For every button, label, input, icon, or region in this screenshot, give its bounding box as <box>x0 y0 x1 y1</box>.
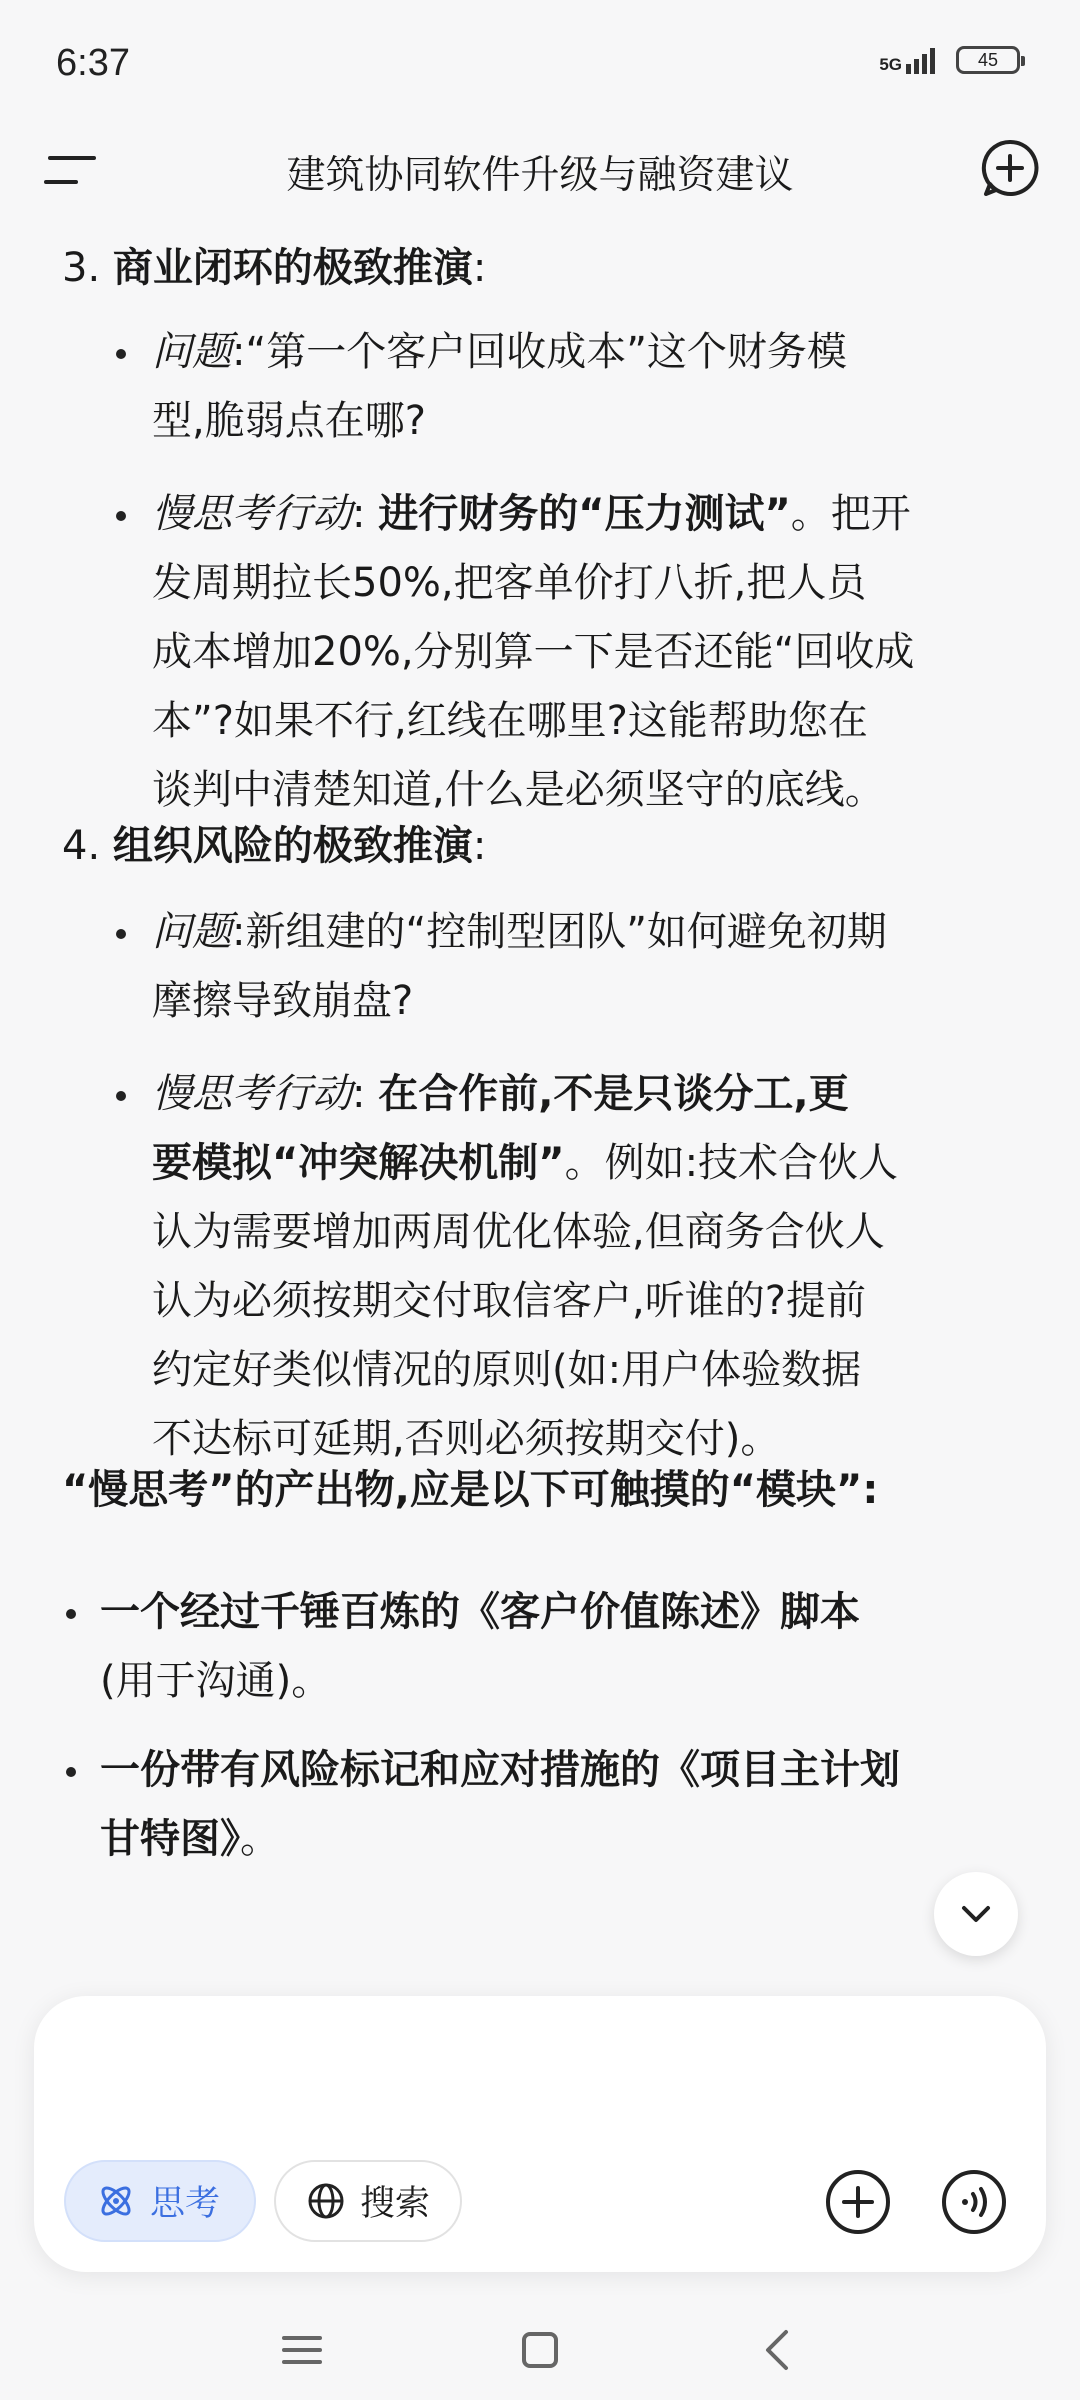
home-button[interactable] <box>510 2320 570 2380</box>
list-title: 商业闭环的极致推演 <box>112 245 473 291</box>
composer <box>34 1996 1046 2272</box>
chat-header <box>0 120 1080 220</box>
list-item-4-question <box>152 898 1032 1036</box>
text-line: 摩擦导致崩盘? <box>152 978 414 1024</box>
chevron-down-icon <box>956 1894 996 1934</box>
text-line: :新组建的“控制型团队”如何避免初期 <box>232 909 887 955</box>
signal-indicator <box>879 46 942 74</box>
list-number: 3. <box>62 245 101 291</box>
status-time: 6:37 <box>56 42 130 84</box>
bullet <box>66 1609 76 1619</box>
text-line: 成本增加20%,分别算一下是否还能“回收成 <box>152 629 915 675</box>
square-icon <box>510 2320 570 2380</box>
scroll-to-bottom-button[interactable] <box>934 1872 1018 1956</box>
bullet <box>116 511 126 521</box>
question-label: 问题 <box>152 329 232 375</box>
question-label: 问题 <box>152 909 232 955</box>
text-line: 发周期拉长50%,把客单价打八折,把人员 <box>152 560 867 606</box>
search-toggle[interactable] <box>274 2160 462 2242</box>
think-label: 思考 <box>150 2184 221 2224</box>
list-colon: : <box>472 245 487 291</box>
text-line: 。例如:技术合伙人 <box>564 1140 899 1186</box>
recent-apps-button[interactable] <box>272 2320 332 2380</box>
assistant-message <box>0 228 1080 1988</box>
search-label: 搜索 <box>360 2184 431 2224</box>
status-bar <box>0 0 1080 130</box>
bullet <box>116 1091 126 1101</box>
list-colon: : <box>472 823 487 869</box>
text-line: 认为需要增加两周优化体验,但商务合伙人 <box>152 1209 885 1255</box>
list-title: 组织风险的极致推演 <box>112 823 473 869</box>
list-number: 4. <box>62 823 101 869</box>
voice-button[interactable] <box>940 2168 1008 2236</box>
add-attachment-button[interactable] <box>824 2168 892 2236</box>
bullet <box>66 1767 76 1777</box>
text-line: 。 <box>240 1816 280 1862</box>
bold-text: 一份带有风险标记和应对措施的《项目主计划 <box>100 1747 900 1793</box>
output-item-1 <box>100 1578 1000 1716</box>
status-indicators <box>879 46 1020 74</box>
text-line: 约定好类似情况的原则(如:用户体验数据 <box>152 1347 862 1393</box>
menu-button[interactable] <box>40 142 104 198</box>
battery-level: 45 <box>977 49 999 70</box>
list-item-4-action <box>152 1060 1032 1474</box>
menu-icon <box>40 142 104 198</box>
signal-icon <box>906 46 942 74</box>
plus-icon <box>824 2168 892 2236</box>
voice-icon <box>940 2168 1008 2236</box>
list-item-3-action <box>152 480 1032 825</box>
section-heading: “慢思考”的产出物,应是以下可触摸的“模块”: <box>62 1467 879 1513</box>
system-nav-bar <box>0 2300 1080 2400</box>
output-item-2 <box>100 1736 980 1874</box>
bold-text: 在合作前,不是只谈分工,更 <box>378 1071 849 1117</box>
conversation-title: 建筑协同软件升级与融资建议 <box>286 153 794 198</box>
bold-text: 一个经过千锤百炼的《客户价值陈述》脚本 <box>100 1589 860 1635</box>
text-sep: : <box>352 1071 379 1117</box>
battery-icon <box>956 46 1020 74</box>
message-input[interactable] <box>82 2040 982 2100</box>
list-item-3-title <box>62 234 486 303</box>
list-item-4-title <box>62 812 486 881</box>
text-line: 认为必须按期交付取信客户,听谁的?提前 <box>152 1278 866 1324</box>
menu-lines-icon <box>272 2320 332 2380</box>
new-chat-button[interactable] <box>978 136 1042 200</box>
text-sep: : <box>352 491 379 537</box>
bold-text: 要模拟“冲突解决机制” <box>152 1140 565 1186</box>
think-toggle[interactable] <box>64 2160 256 2242</box>
bullet <box>116 929 126 939</box>
atom-icon <box>96 2181 136 2221</box>
text-line: :“第一个客户回收成本”这个财务模 <box>232 329 847 375</box>
bold-text: 甘特图》 <box>100 1816 240 1862</box>
list-item-3-question <box>152 318 1032 456</box>
bold-text: 进行财务的“压力测试” <box>378 491 791 537</box>
text-line: 。把开 <box>790 491 911 537</box>
text-line: 谈判中清楚知道,什么是必须坚守的底线。 <box>152 767 885 813</box>
text-line: (用于沟通)。 <box>100 1658 332 1704</box>
back-icon <box>748 2320 808 2380</box>
text-line: 不达标可延期,否则必须按期交付)。 <box>152 1416 781 1462</box>
action-label: 慢思考行动 <box>152 491 352 537</box>
text-line: 型,脆弱点在哪? <box>152 398 426 444</box>
text-line: 本”?如果不行,红线在哪里?这能帮助您在 <box>152 698 868 744</box>
new-chat-icon <box>978 136 1042 200</box>
action-label: 慢思考行动 <box>152 1071 352 1117</box>
bullet <box>116 349 126 359</box>
network-label: 5G <box>879 55 902 74</box>
back-button[interactable] <box>748 2320 808 2380</box>
globe-icon <box>306 2181 346 2221</box>
